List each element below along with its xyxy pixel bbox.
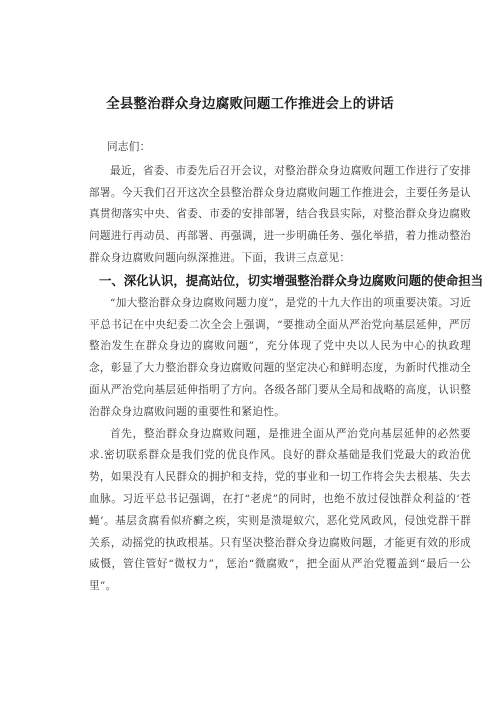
intro-paragraph: 最近，省委、市委先后召开会议，对整治群众身边腐败问题工作进行了安排部署。今天我们召开这次全县整治群众身边腐败问题工作推进会，主要任务是认真贯彻落实中央、省委、市委的安排部署，结合我县实际，对整治群众身边腐败问题进行再动员、再部署、再强调，进一步明确任务、强化举措，着力推动整治群众身边腐败问题向纵深推进。下面，我讲三点意见：	[89, 164, 471, 264]
section1-paragraph-2: 首先，整治群众身边腐败问题，是推进全面从严治党向基层延伸的必然要求.密切联系群众是我们党的优良作风。良好的群众基础是我们党最大的政治优势，如果没有人民群众的拥护和支持，党的事业和一切工作将会失去根基、失去血脉。习近平总书记强调，在打“老虎”的同时，也绝不放过侵蚀群众利益的‘苍蝇’。基层贪腐看似疥癣之疾，实则是溃堤蚁穴，恶化党风政风，侵蚀党群干群关系，动摇党的执政根基。只有坚决整治群众身边腐败问题，才能更有效的形成威慑，管住管好“微权力”，惩治“微腐败”，把全面从严治党覆盖到“最后一公里”。	[89, 427, 471, 593]
section1-paragraph-1: “加大整治群众身边腐败问题力度”，是党的十九大作出的项重要决策。习近平总书记在中央纪委二次全会上强调，“要推动全面从严治党向基层延伸，严厉整治发生在群众身边的腐败问题”，充分体现了党中央以人民为中心的执政理念，彰显了大力整治群众身边腐败问题的坚定决心和鲜明态度，为新时代推动全面从严治党向基层延伸指明了方向。各级各部门要从全局和战略的高度，认识整治群众身边腐败问题的重要性和紧迫性。	[89, 296, 471, 418]
section-heading-1: 一、深化认识，提高站位，切实增强整治群众身边腐败问题的使命担当	[99, 272, 484, 288]
salutation: 同志们：	[107, 141, 151, 153]
document-body	[89, 137, 484, 598]
document-title: 全县整治群众身边腐败问题工作推进会上的讲话	[106, 96, 394, 112]
